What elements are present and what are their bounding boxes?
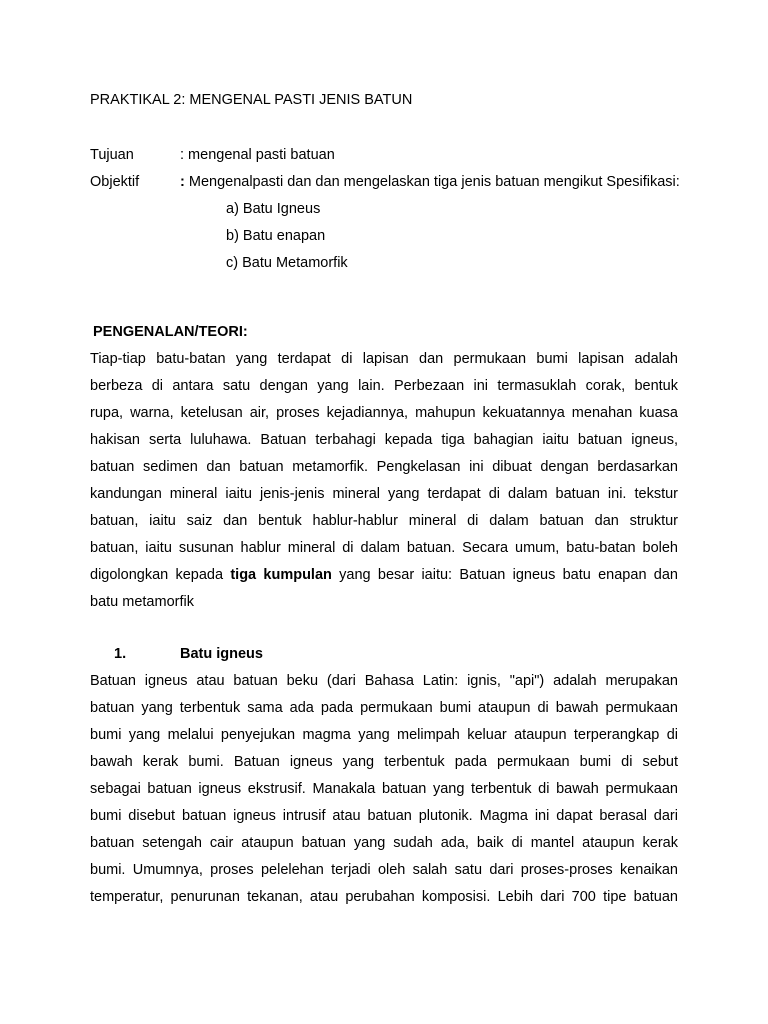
document-title: PRAKTIKAL 2: MENGENAL PASTI JENIS BATUN bbox=[90, 92, 413, 108]
section1-line: bawah kerak bumi. Batuan igneus yang terbentuk pada permukaan bumi di sebut bbox=[90, 754, 678, 770]
intro-line: rupa, warna, ketelusan air, proses kejadiannya, mahupun kekuatannya menahan kuasa bbox=[90, 405, 678, 421]
section1-line: batuan yang terbentuk sama ada pada permukaan bumi ataupun di bawah permukaan bbox=[90, 700, 678, 716]
intro-line-with-bold bbox=[90, 562, 678, 589]
section1-line: sebagai batuan igneus ekstrusif. Manakala batuan yang terbentuk di bawah permukaan bbox=[90, 781, 678, 797]
tujuan-label: Tujuan bbox=[90, 147, 134, 163]
section1-line: batuan setengah cair ataupun batuan yang sudah ada, baik di mantel ataupun kerak bbox=[90, 835, 678, 851]
intro-line: berbeza di antara satu dengan yang lain. Perbezaan ini termasuklah corak, bentuk bbox=[90, 378, 678, 394]
objektif-item-a: a) Batu Igneus bbox=[226, 201, 321, 217]
section1-line: bumi. Umumnya, proses pelelehan terjadi oleh salah satu dari proses-proses kenaikan bbox=[90, 862, 678, 878]
intro-line: kandungan mineral iaitu jenis-jenis mineral yang terdapat di dalam batuan ini. tekstur bbox=[90, 486, 678, 502]
intro-line: hakisan serta luluhawa. Batuan terbahagi kepada tiga bahagian iaitu batuan igneus, bbox=[90, 432, 678, 448]
intro-paragraph bbox=[90, 346, 678, 616]
section1-line: temperatur, penurunan tekanan, atau perubahan komposisi. Lebih dari 700 tipe batuan bbox=[90, 889, 678, 905]
objektif-value bbox=[180, 174, 680, 190]
objektif-colon: : bbox=[180, 174, 185, 190]
intro-bold-phrase: tiga kumpulan bbox=[230, 567, 332, 583]
objektif-item-b: b) Batu enapan bbox=[226, 228, 326, 244]
objektif-label: Objektif bbox=[90, 174, 140, 190]
objektif-text: Mengenalpasti dan dan mengelaskan tiga jenis batuan mengikut Spesifikasi: bbox=[184, 174, 680, 190]
objektif-item-c: c) Batu Metamorfik bbox=[226, 255, 348, 271]
intro-line9-pre: digolongkan kepada bbox=[90, 567, 231, 583]
section1-line: bumi disebut batuan igneus intrusif atau batuan plutonik. Magma ini dapat berasal dari bbox=[90, 808, 678, 824]
intro-line: batuan sedimen dan batuan metamorfik. Pengkelasan ini dibuat dengan berdasarkan bbox=[90, 459, 678, 475]
intro-line-last: batu metamorfik bbox=[90, 594, 194, 610]
intro-line: batuan, iaitu saiz dan bentuk hablur-hablur mineral di dalam batuan dan struktur bbox=[90, 513, 678, 529]
section1-title: Batu igneus bbox=[180, 646, 263, 662]
section1-paragraph bbox=[90, 668, 678, 911]
section1-number: 1. bbox=[114, 646, 127, 662]
section1-line: bumi yang melalui penyejukan magma yang melimpah keluar ataupun terperangkap di bbox=[90, 727, 678, 743]
tujuan-value: : mengenal pasti batuan bbox=[180, 147, 335, 163]
intro-heading: PENGENALAN/TEORI: bbox=[93, 324, 248, 340]
intro-line9-post: yang besar iaitu: Batuan igneus batu enapan dan bbox=[331, 567, 678, 583]
intro-line: batuan, iaitu susunan hablur mineral di dalam batuan. Secara umum, batu-batan boleh bbox=[90, 540, 678, 556]
section1-line: Batuan igneus atau batuan beku (dari Bahasa Latin: ignis, "api") adalah merupakan bbox=[90, 673, 678, 689]
intro-line: Tiap-tiap batu-batan yang terdapat di lapisan dan permukaan bumi lapisan adalah bbox=[90, 351, 678, 367]
